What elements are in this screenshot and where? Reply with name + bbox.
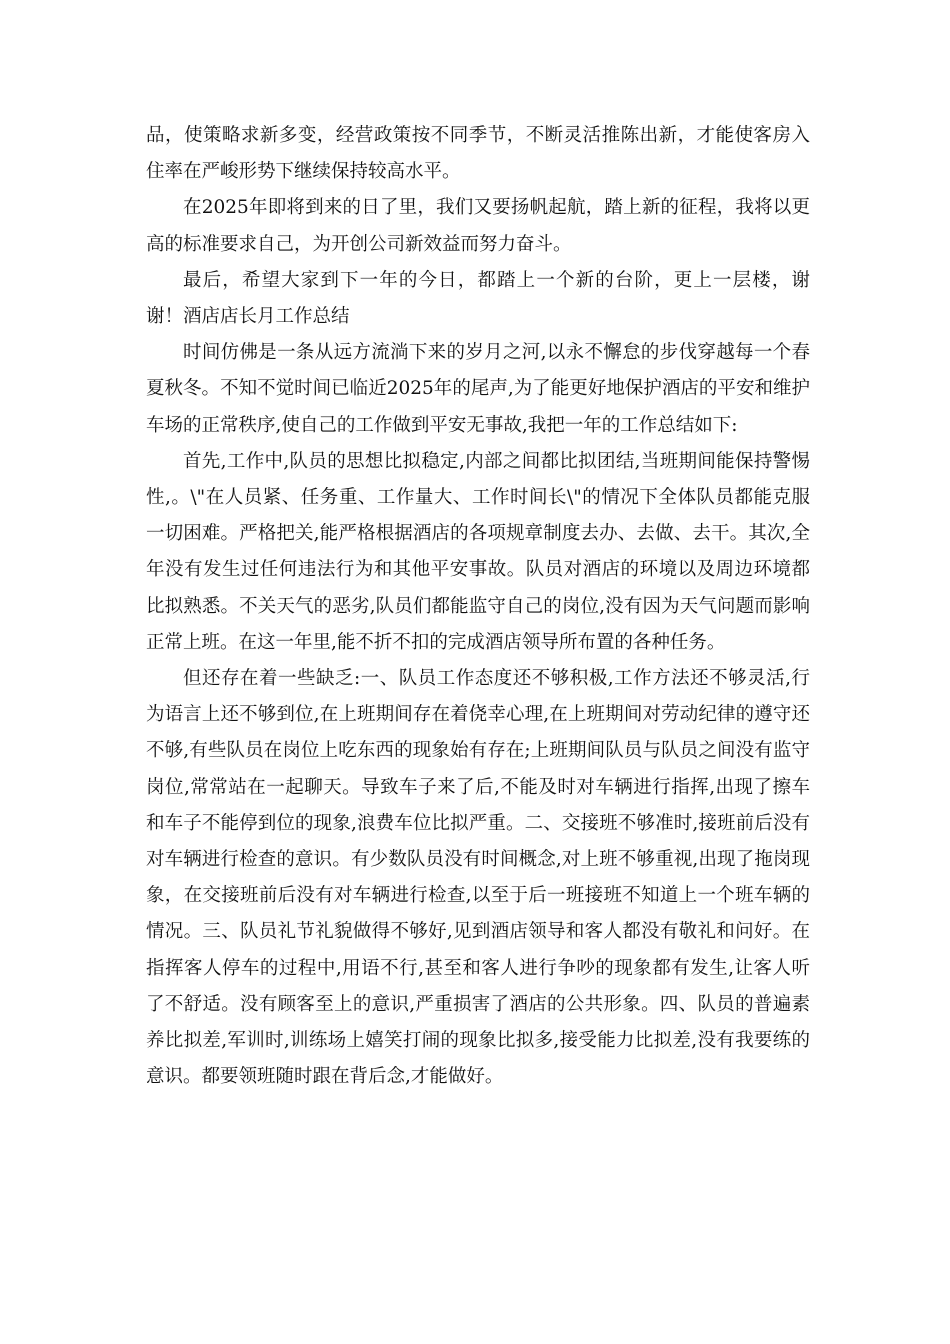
paragraph-1: 品，使策略求新多变，经营政策按不同季节，不断灵活推陈出新，才能使客房入住率在严峻形势下继续保持较高水平。 [146,125,810,183]
paragraph-3: 最后，希望大家到下一年的今日，都踏上一个新的台阶，更上一层楼，谢谢！酒店店长月工作总结 [146,269,810,328]
paragraph-6: 但还存在着一些缺乏:一、队员工作态度还不够积极,工作方法还不够灵活,行为语言上还不够到位,在上班期间存在着侥幸心理,在上班期间对劳动纪律的遵守还不够,有些队员在岗位上吃东西的现象始有存在;上班期间队员与队员之间没有监守岗位,常常站在一起聊天。导致车子来了后,不能及时对车辆进行指挥,出现了擦车和车子不能停到位的现象,浪费车位比拟严重。二、交接班不够准时,接班前后没有对车辆进行检查的意识。有少数队员没有时间概念,对上班不够重视,出现了拖岗现象，在交接班前后没有对车辆进行检查,以至于后一班接班不知道上一个班车辆的情况。三、队员礼节礼貌做得不够好,见到酒店领导和客人都没有敬礼和问好。在指挥客人停车的过程中,用语不行,甚至和客人进行争吵的现象都有发生,让客人听了不舒适。没有顾客至上的意识,严重损害了酒店的公共形象。四、队员的普遍素养比拟差,军训时,训练场上嬉笑打闹的现象比拟多,接受能力比拟差,没有我要练的意识。都要领班随时跟在背后念,才能做好。 [146,668,810,1088]
paragraph-2: 在2025年即将到来的日了里，我们又要扬帆起航，踏上新的征程，我将以更高的标准要求自己，为开创公司新效益而努力奋斗。 [146,197,810,255]
document-body [146,118,810,1095]
paragraph-5: 首先,工作中,队员的思想比拟稳定,内部之间都比拟团结,当班期间能保持警惕性,。\"在人员紧、任务重、工作量大、工作时间长\"的情况下全体队员都能克服一切困难。严格把关,能严格根据酒店的各项规章制度去办、去做、去干。其次,全年没有发生过任何违法行为和其他平安事故。队员对酒店的环境以及周边环境都比拟熟悉。不关天气的恶劣,队员们都能监守自己的岗位,没有因为天气问题而影响正常上班。在这一年里,能不折不扣的完成酒店领导所布置的各种任务。 [146,450,810,653]
paragraph-4: 时间仿佛是一条从远方流淌下来的岁月之河,以永不懈怠的步伐穿越每一个春夏秋冬。不知不觉时间已临近2025年的尾声,为了能更好地保护酒店的平安和维护车场的正常秩序,使自己的工作做到平安无事故,我把一年的工作总结如下: [146,342,810,436]
